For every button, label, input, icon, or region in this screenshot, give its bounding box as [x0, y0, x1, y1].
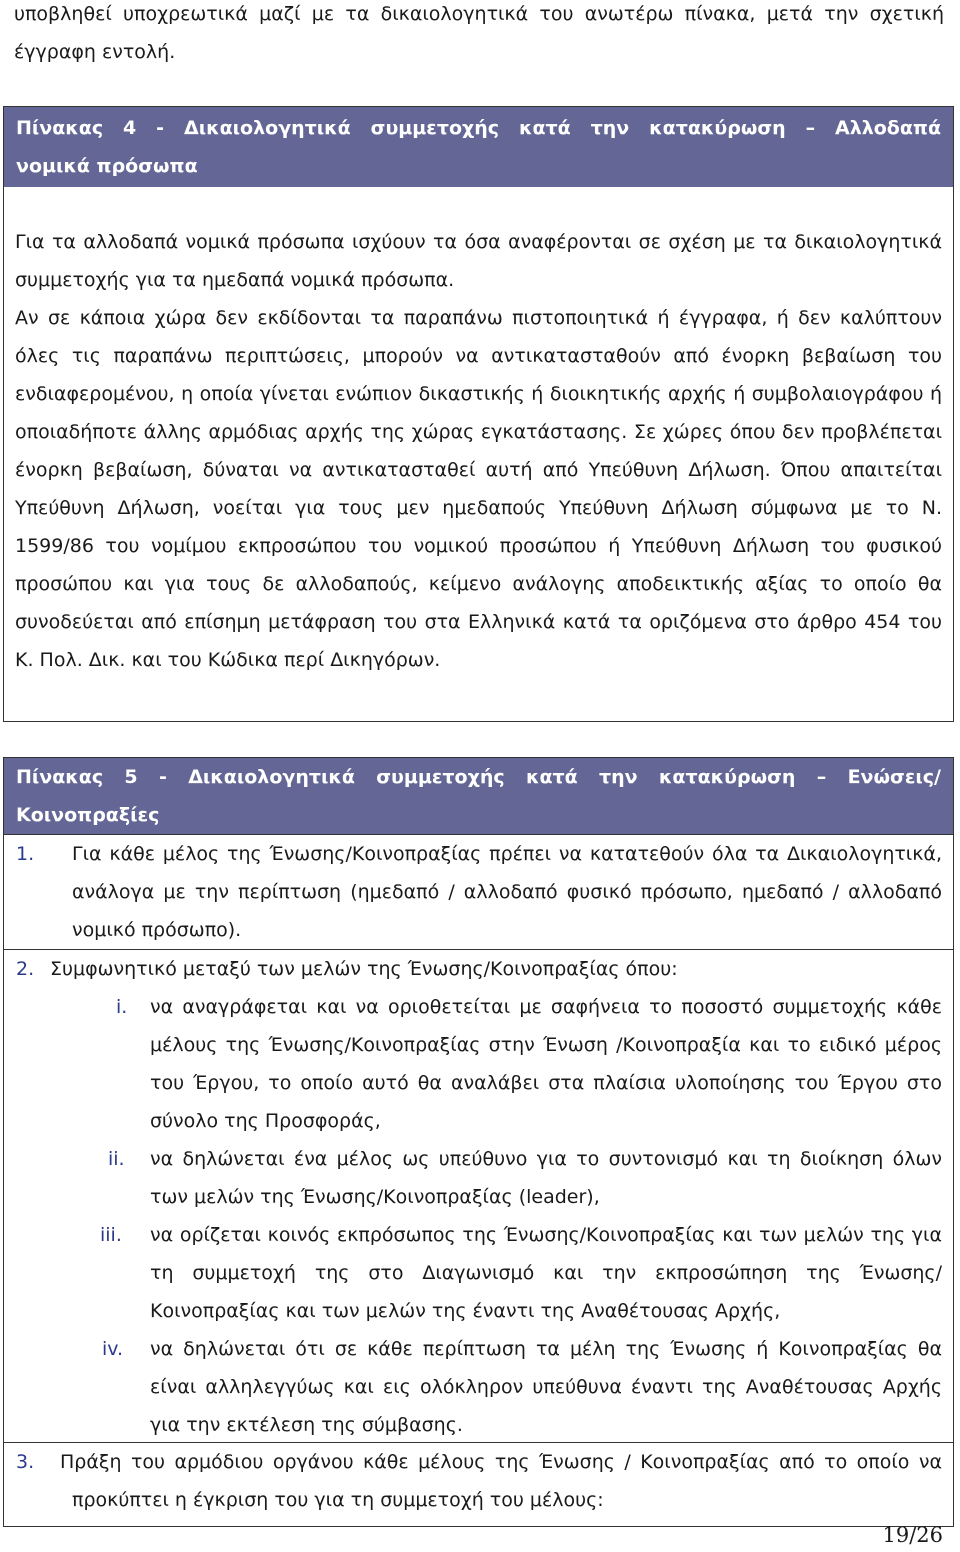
sub-list-item-number: ii.: [108, 1148, 125, 1170]
sub-list-item: [4, 1216, 953, 1330]
sub-list-item: [4, 1330, 953, 1444]
table-5-title-line-2: Κοινοπραξίες: [16, 804, 160, 826]
table-4-title-line-1: Πίνακας 4 - Δικαιολογητικά συμμετοχής κατά την κατακύρωση – Αλλοδαπά: [16, 117, 941, 139]
table-5: [3, 757, 954, 1527]
table-5-row-2: [4, 949, 953, 1442]
sub-list-item: [4, 988, 953, 1140]
list-item: [4, 835, 953, 949]
table-4-paragraph-2: Αν σε κάποια χώρα δεν εκδίδονται τα παραπάνω πιστοποιητικά ή έγγραφα, ή δεν καλύπτουν όλες τις παραπάνω περιπτώσεις, μπορούν να αντικατασταθούν από ένορκη βεβαίωση του ενδιαφερομένου, η οποία γίνεται ενώπιον δικαστικής ή διοικητικής αρχής ή συμβολαιογράφου ή οποιαδήποτε άλλης αρμόδιας αρχής της χώρας εγκατάστασης. Σε χώρες όπου δεν προβλέπεται ένορκη βεβαίωση, δύναται να αντικατασταθεί αυτή από Υπεύθυνη Δήλωση. Όπου απαιτείται Υπεύθυνη Δήλωση, νοείται για τους μεν ημεδαπούς Υπεύθυνη Δήλωση σύμφωνα με το Ν. 1599/86 του νομίμου εκπροσώπου του νομικού προσώπου ή Υπεύθυνη Δήλωση του φυσικού προσώπου και για τους δε αλλοδαπούς, κείμενο ανάλογης αποδεικτικής αξίας το οποίο θα συνοδεύεται από επίσημη μετάφραση του στα Ελληνικά κατά τα οριζόμενα στο άρθρο 454 του Κ. Πολ. Δικ. και του Κώδικα περί Δικηγόρων.: [15, 307, 942, 671]
table-4-title-line-2: νομικά πρόσωπα: [16, 155, 198, 177]
list-item-text: Για κάθε μέλος της Ένωσης/Κοινοπραξίας πρέπει να κατατεθούν όλα τα Δικαιολογητικά, ανάλογα με την περίπτωση (ημεδαπό / αλλοδαπό φυσικό πρόσωπο, ημεδαπό / αλλοδαπό νομικό πρόσωπο).: [72, 843, 942, 941]
list-item-number: 3.: [16, 1451, 35, 1473]
table-4-paragraph-1: Για τα αλλοδαπά νομικά πρόσωπα ισχύουν τα όσα αναφέρονται σε σχέση με τα δικαιολογητικά συμμετοχής για τα ημεδαπά νομικά πρόσωπα.: [15, 231, 942, 291]
sub-list-item-text: να δηλώνεται ένα μέλος ως υπεύθυνο για το συντονισμό και τη διοίκηση όλων των μελών της Ένωσης/Κοινοπραξίας (leader),: [150, 1148, 942, 1208]
list-item-text: Πράξη του αρμόδιου οργάνου κάθε μέλους της Ένωσης / Κοινοπραξίας από το οποίο να προκύπτει η έγκριση του για τη συμμετοχή του μέλους:: [60, 1451, 942, 1511]
list-item-number: 2.: [16, 958, 35, 980]
sub-list-item-number: iii.: [100, 1224, 122, 1246]
table-4-header: [4, 107, 953, 187]
table-4: [3, 106, 954, 722]
table-5-title-line-1: Πίνακας 5 - Δικαιολογητικά συμμετοχής κατά την κατακύρωση – Ενώσεις/: [16, 766, 941, 788]
page-number: 19/26: [882, 1523, 943, 1547]
table-4-body: [4, 187, 953, 679]
intro-paragraph: [14, 0, 944, 71]
intro-line-1: υποβληθεί υποχρεωτικά μαζί με τα δικαιολογητικά του ανωτέρω πίνακα, μετά την σχετική: [14, 3, 944, 25]
list-item-text: Συμφωνητικό μεταξύ των μελών της Ένωσης/Κοινοπραξίας όπου:: [50, 958, 678, 980]
intro-line-2: έγγραφη εντολή.: [14, 41, 176, 63]
sub-list-item-number: iv.: [102, 1338, 124, 1360]
list-item-number: 1.: [16, 843, 35, 865]
table-5-row-3: [4, 1442, 953, 1526]
list-item: [4, 1443, 953, 1519]
table-5-header: [4, 758, 953, 834]
sub-list-item-text: να αναγράφεται και να οριοθετείται με σαφήνεια το ποσοστό συμμετοχής κάθε μέλους της Ένωσης/Κοινοπραξίας στην Ένωση /Κοινοπραξία και το ειδικό μέρος του Έργου, το οποίο αυτό θα αναλάβει στα πλαίσια υλοποίησης του Έργου στο σύνολο της Προσφοράς,: [150, 996, 942, 1132]
sub-list-item: [4, 1140, 953, 1216]
table-5-row-1: [4, 834, 953, 949]
sub-list-item-text: να δηλώνεται ότι σε κάθε περίπτωση τα μέλη της Ένωσης ή Κοινοπραξίας θα είναι αλληλεγγύως και εις ολόκληρον υπεύθυνα έναντι της Αναθέτουσας Αρχής για την εκτέλεση της σύμβασης.: [150, 1338, 942, 1436]
sub-list-item-text: να ορίζεται κοινός εκπρόσωπος της Ένωσης/Κοινοπραξίας και των μελών της για τη συμμετοχή της στο Διαγωνισμό και την εκπροσώπηση της Ένωσης/Κοινοπραξίας και των μελών της έναντι της Αναθέτουσας Αρχής,: [150, 1224, 942, 1322]
list-item: [4, 950, 953, 988]
sub-list-item-number: i.: [116, 996, 128, 1018]
